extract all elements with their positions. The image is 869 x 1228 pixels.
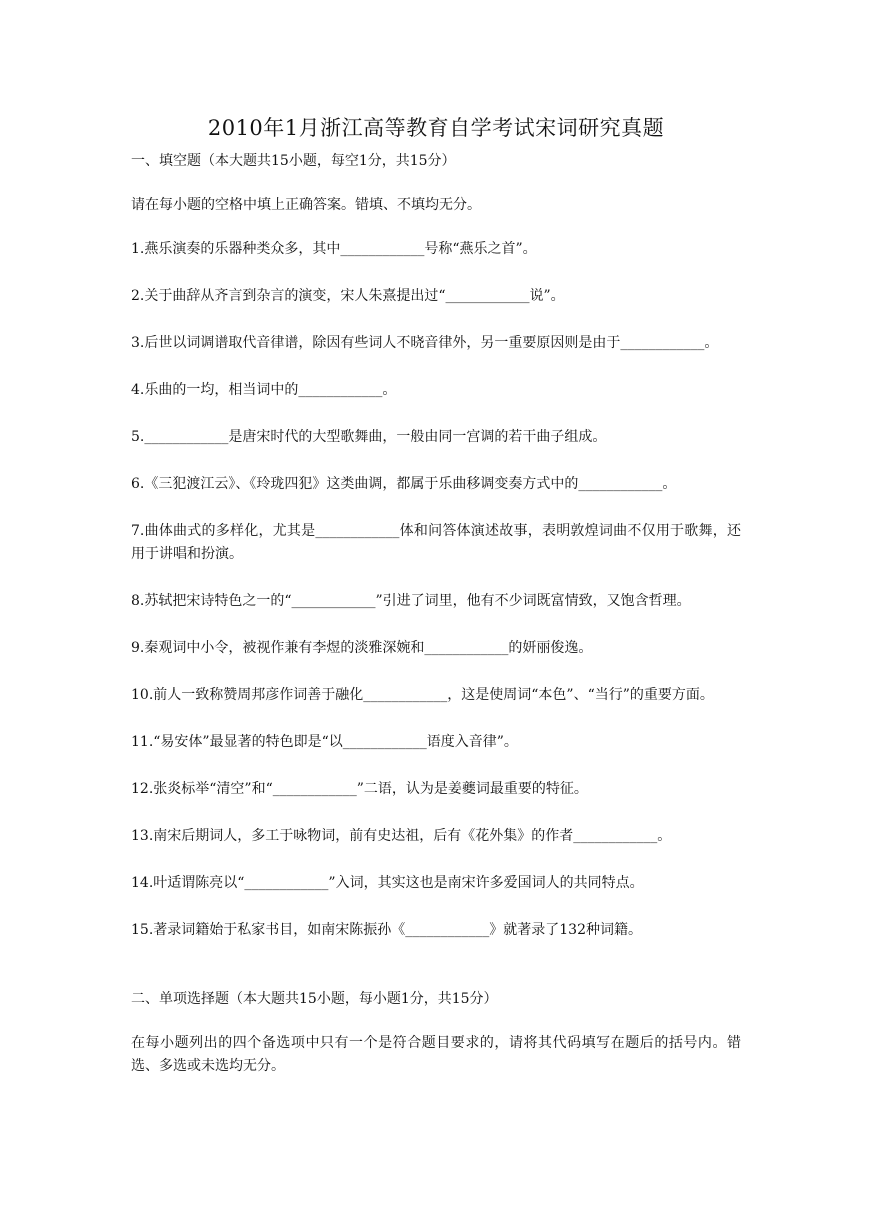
question-14: 14.叶适谓陈亮以“____________”入词，其实这也是南宋许多爱国词人的共同特点。 [131, 875, 644, 891]
section1-heading: 一、填空题（本大题共15小题，每空1分，共15分） [131, 153, 456, 169]
document-page [131, 112, 741, 1078]
question-1: 1.燕乐演奏的乐器种类众多，其中____________号称“燕乐之首”。 [131, 241, 537, 257]
question-15: 15.著录词籍始于私家书目，如南宋陈振孙《____________》就著录了132种词籍。 [131, 922, 642, 938]
question-12: 12.张炎标举“清空”和“____________”二语，认为是姜夔词最重要的特征。 [131, 781, 588, 797]
question-7: 7.曲体曲式的多样化，尤其是____________体和问答体演述故事，表明敦煌词曲不仅用于歌舞，还用于讲唱和扮演。 [131, 523, 741, 562]
question-9: 9.秦观词中小令，被视作兼有李煜的淡雅深婉和____________的妍丽俊逸。 [131, 640, 593, 656]
question-6: 6.《三犯渡江云》、《玲珑四犯》这类曲调，都属于乐曲移调变奏方式中的____________。 [131, 476, 677, 492]
question-13: 13.南宋后期词人，多工于咏物词，前有史达祖，后有《花外集》的作者____________。 [131, 828, 672, 844]
document-title: 2010年1月浙江高等教育自学考试宋词研究真题 [207, 116, 665, 140]
question-10: 10.前人一致称赞周邦彦作词善于融化____________，这是使周词“本色”、“当行”的重要方面。 [131, 687, 714, 703]
question-4: 4.乐曲的一均，相当词中的____________。 [131, 382, 397, 398]
section2-heading: 二、单项选择题（本大题共15小题，每小题1分，共15分） [131, 991, 498, 1007]
question-11: 11.“易安体”最显著的特色即是“以____________语度入音律”。 [131, 734, 518, 750]
question-2: 2.关于曲辞从齐言到杂言的演变，宋人朱熹提出过“____________说”。 [131, 288, 565, 304]
question-5: 5.____________是唐宋时代的大型歌舞曲，一般由同一宫调的若干曲子组成。 [131, 429, 607, 445]
section2-instruction: 在每小题列出的四个备选项中只有一个是符合题目要求的，请将其代码填写在题后的括号内。错选、多选或未选均无分。 [131, 1035, 741, 1074]
question-8: 8.苏轼把宋诗特色之一的“____________”引进了词里，他有不少词既富情致，又饱含哲理。 [131, 593, 691, 609]
question-3: 3.后世以词调谱取代音律谱，除因有些词人不晓音律外，另一重要原因则是由于____________。 [131, 335, 719, 351]
section1-instruction: 请在每小题的空格中填上正确答案。错填、不填均无分。 [131, 197, 481, 213]
